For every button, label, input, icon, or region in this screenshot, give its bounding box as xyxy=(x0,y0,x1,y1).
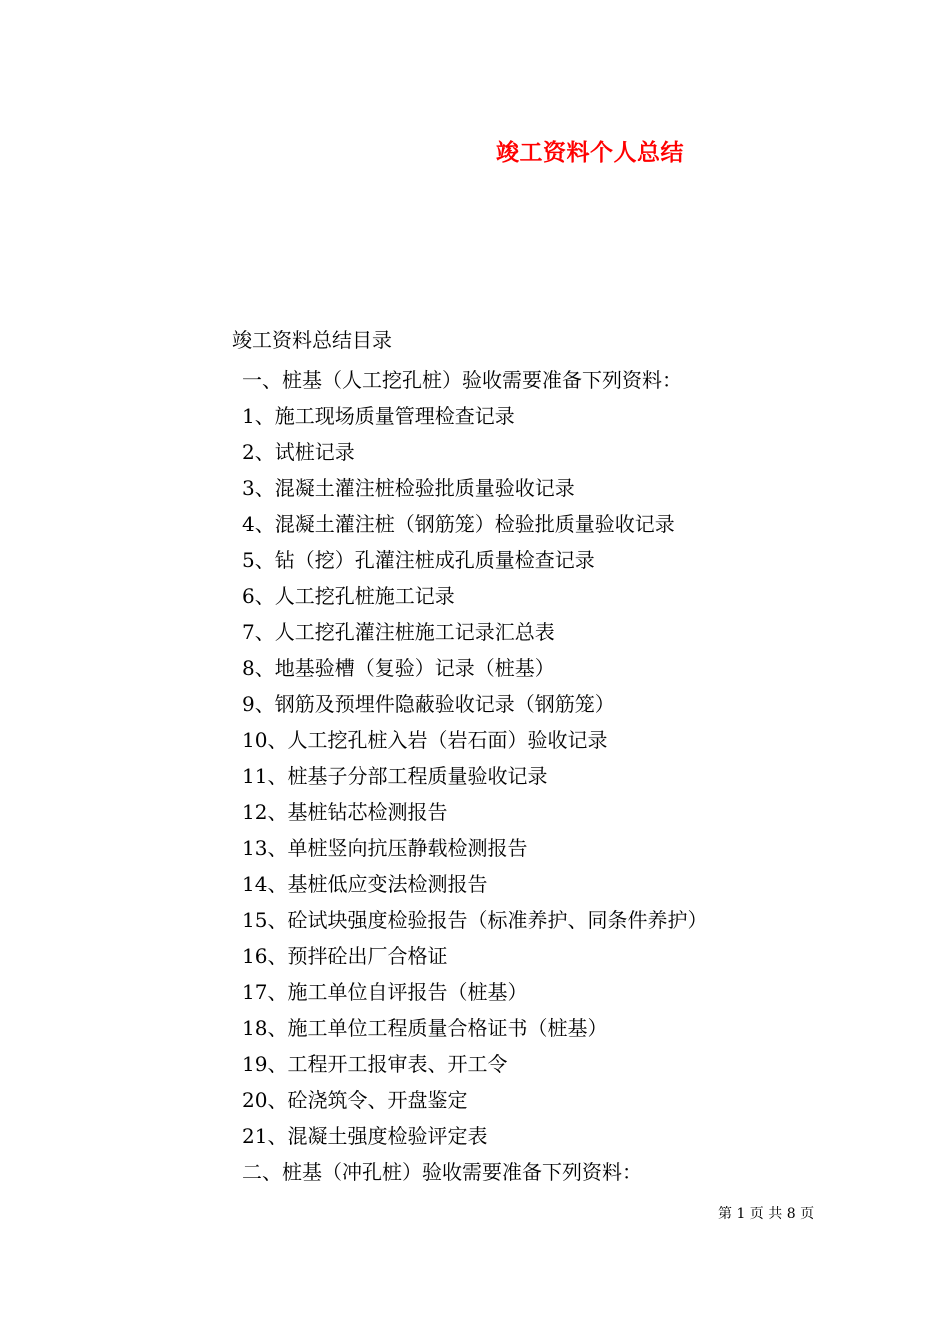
toc-item: 8、地基验槽（复验）记录（桩基） xyxy=(242,656,555,680)
toc-item: 2、试桩记录 xyxy=(242,440,355,464)
toc-item: 3、混凝土灌注桩检验批质量验收记录 xyxy=(242,476,575,500)
toc-item: 1、施工现场质量管理检查记录 xyxy=(242,404,515,428)
toc-item: 5、钻（挖）孔灌注桩成孔质量检查记录 xyxy=(242,548,595,572)
toc-item: 6、人工挖孔桩施工记录 xyxy=(242,584,455,608)
toc-item: 17、施工单位自评报告（桩基） xyxy=(242,980,528,1004)
toc-item: 16、预拌砼出厂合格证 xyxy=(242,944,448,968)
toc-item: 9、钢筋及预埋件隐蔽验收记录（钢筋笼） xyxy=(242,692,615,716)
toc-item: 12、基桩钻芯检测报告 xyxy=(242,800,448,824)
toc-item: 15、砼试块强度检验报告（标准养护、同条件养护） xyxy=(242,908,708,932)
toc-item: 18、施工单位工程质量合格证书（桩基） xyxy=(242,1016,608,1040)
document-title: 竣工资料个人总结 xyxy=(496,139,684,166)
toc-section-heading: 二、桩基（冲孔桩）验收需要准备下列资料： xyxy=(242,1160,642,1184)
toc-item: 20、砼浇筑令、开盘鉴定 xyxy=(242,1088,468,1112)
toc-item: 14、基桩低应变法检测报告 xyxy=(242,872,488,896)
toc-item: 11、桩基子分部工程质量验收记录 xyxy=(242,764,548,788)
toc-list xyxy=(232,362,707,1190)
toc-item: 4、混凝土灌注桩（钢筋笼）检验批质量验收记录 xyxy=(242,512,675,536)
toc-item: 10、人工挖孔桩入岩（岩石面）验收记录 xyxy=(242,728,608,752)
toc-item: 13、单桩竖向抗压静载检测报告 xyxy=(242,836,528,860)
toc-heading: 竣工资料总结目录 xyxy=(232,328,392,352)
page-number: 第 1 页 共 8 页 xyxy=(718,1206,815,1222)
toc-item: 7、人工挖孔灌注桩施工记录汇总表 xyxy=(242,620,555,644)
toc-item: 21、混凝土强度检验评定表 xyxy=(242,1124,488,1148)
toc-item: 19、工程开工报审表、开工令 xyxy=(242,1052,508,1076)
toc-section-heading: 一、桩基（人工挖孔桩）验收需要准备下列资料： xyxy=(242,368,682,392)
